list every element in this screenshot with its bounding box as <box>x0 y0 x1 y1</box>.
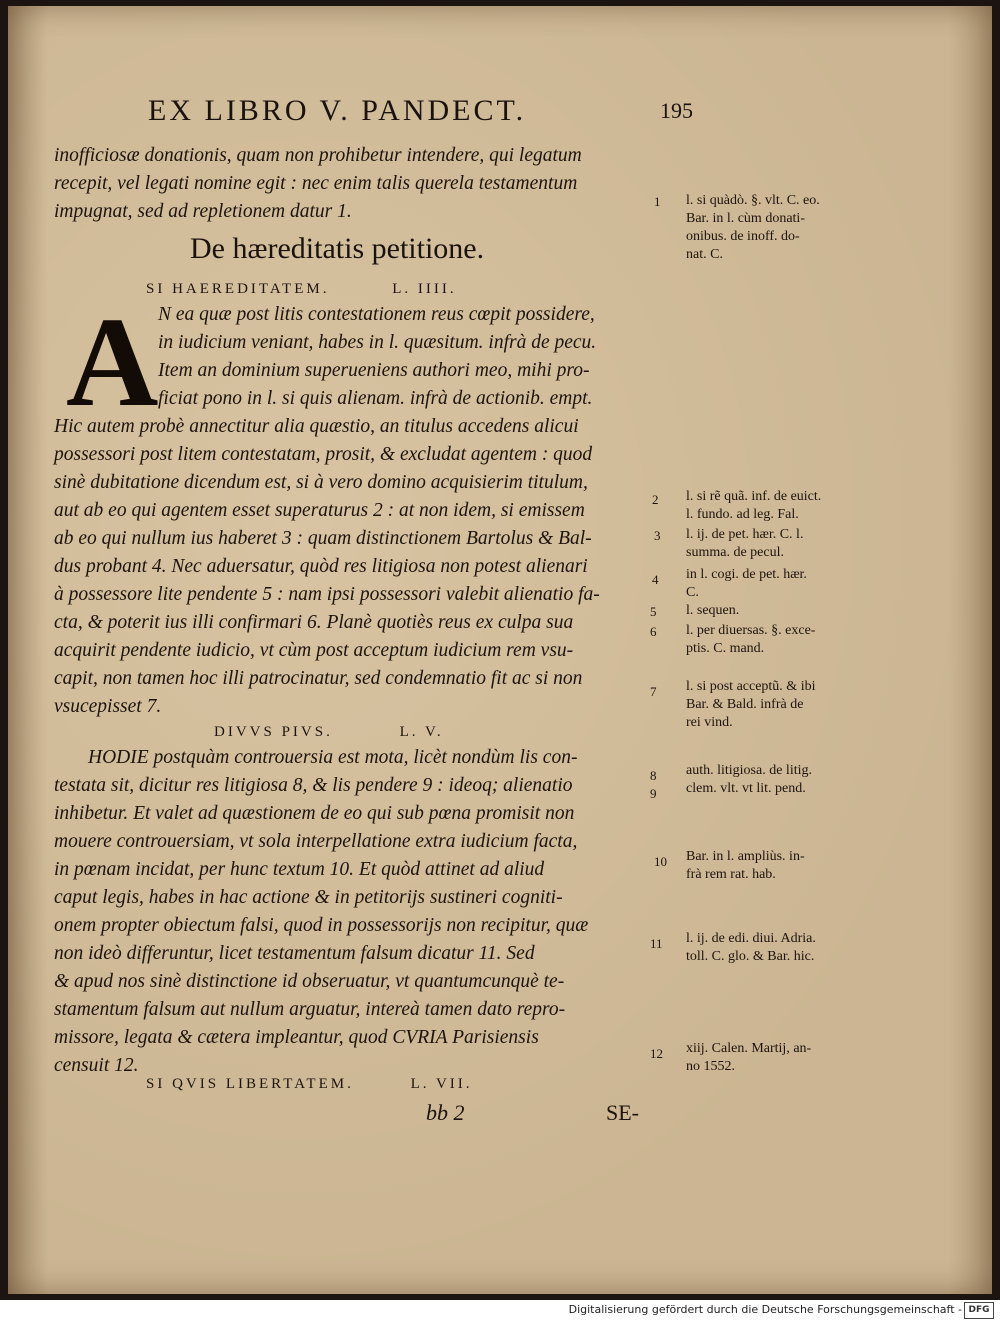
text-line: acquirit pendente iudicio, vt cùm post acceptum iudicium rem vsu- <box>54 640 574 661</box>
margin-note: Bar. in l. ampliùs. in- frà rem rat. hab. <box>686 849 805 882</box>
margin-number: 1 <box>654 194 661 209</box>
text-line: in pœnam incidat, per hunc textum 10. Et quòd attinet ad aliud <box>54 859 545 880</box>
text-line: Hic autem probè annectitur alia quæstio, an titulus accedens alicui <box>54 416 579 437</box>
catchword: SE- <box>606 1100 639 1125</box>
text-line: in iudicium veniant, habes in l. quæsitum. infrà de pecu. <box>158 332 597 353</box>
text-line: N ea quæ post litis contestationem reus cœpit possidere, <box>158 304 595 325</box>
margin-note: in l. cogi. de pet. hær. C. <box>686 567 807 600</box>
text-line: inhibetur. Et valet ad quæstionem de eo qui sub pœna promisit non <box>54 803 575 824</box>
margin-number: 6 <box>650 624 657 639</box>
margin-number: 7 <box>650 684 657 699</box>
lex-title: SI HAEREDITATEM. <box>146 281 330 297</box>
margin-number: 3 <box>654 528 661 543</box>
margin-number: 10 <box>654 854 667 869</box>
margin-number: 4 <box>652 572 659 587</box>
text-line: ficiat pono in l. si quis alienam. infrà de actionib. empt. <box>158 388 593 409</box>
margin-note: l. ij. de edi. diui. Adria. toll. C. glo. & Bar. hic. <box>686 931 816 964</box>
text-line: dus probant 4. Nec aduersatur, quòd res litigiosa non potest alienari <box>54 556 588 577</box>
margin-number: 2 <box>652 492 659 507</box>
text-line: recepit, vel legati nomine egit : nec enim talis querela testamentum <box>54 173 578 194</box>
text-line: ab eo qui nullum ius haberet 3 : quam distinctionem Bartolus & Bal- <box>54 528 592 549</box>
lex-heading <box>146 281 457 298</box>
lex-heading <box>146 1076 473 1093</box>
lex-title: DIVVS PIVS. <box>214 724 333 740</box>
margin-note: auth. litigiosa. de litig. clem. vlt. vt lit. pend. <box>686 763 812 796</box>
text-line: HODIE postquàm controuersia est mota, licèt nondùm lis con- <box>88 747 578 768</box>
footer-bar <box>0 1300 1000 1321</box>
margin-number: 5 <box>650 604 657 619</box>
lex-heading <box>214 724 444 741</box>
margin-number: 8 <box>650 768 657 783</box>
text-line: missore, legata & cætera impleantur, quod CVRIA Parisiensis <box>54 1027 539 1048</box>
text-line: & apud nos sinè distinctione id obseruatur, vt quantumcunquè te- <box>54 971 565 992</box>
drop-cap: A <box>66 291 159 433</box>
text-line: Item an dominium superueniens authori meo, mihi pro- <box>158 360 590 381</box>
lex-number: L. IIII. <box>392 281 457 297</box>
signature-mark: bb 2 <box>426 1100 465 1125</box>
text-line: testata sit, dicitur res litigiosa 8, & lis pendere 9 : ideoq; alienatio <box>54 775 573 796</box>
text-line: vsucepisset 7. <box>54 696 162 717</box>
margin-number: 11 <box>650 936 663 951</box>
running-head: EX LIBRO V. PANDECT. <box>148 94 527 127</box>
book-page <box>8 6 992 1294</box>
margin-note: l. sequen. <box>686 603 740 618</box>
text-line: mouere controuersiam, vt sola interpellatione extra iudicium facta, <box>54 831 578 852</box>
text-line: caput legis, habes in hac actione & in petitorijs sustineri cogniti- <box>54 887 563 908</box>
text-line: impugnat, sed ad repletionem datur 1. <box>54 201 352 222</box>
section-heading: De hæreditatis petitione. <box>190 232 485 265</box>
margin-note: l. per diuersas. §. exce- ptis. C. mand. <box>686 623 816 656</box>
margin-note: l. ij. de pet. hær. C. l. summa. de pecul. <box>686 527 804 560</box>
text-line: onem propter obiectum falsi, quod in possessorijs non recipitur, quæ <box>54 915 589 936</box>
text-line: capit, non tamen hoc illi patrocinatur, sed condemnatio fit ac si non <box>54 668 583 689</box>
text-line: cta, & poterit ius illi confirmari 6. Planè quotiès reus ex culpa sua <box>54 612 574 633</box>
margin-number: 12 <box>650 1046 663 1061</box>
lex-number: L. VII. <box>410 1076 473 1092</box>
text-line: non ideò differuntur, licet testamentum falsum dicatur 11. Sed <box>54 943 535 964</box>
margin-note: l. si quàdò. §. vlt. C. eo. Bar. in l. cùm donati- onibus. de inoff. do- nat. C. <box>686 193 820 262</box>
page-number: 195 <box>660 98 693 123</box>
text-line: inofficiosæ donationis, quam non prohibetur intendere, qui legatum <box>54 145 582 166</box>
margin-note: l. si post acceptũ. & ibi Bar. & Bald. infrà de rei vind. <box>686 679 816 730</box>
funding-credit: Digitalisierung gefördert durch die Deutsche Forschungsgemeinschaft - <box>568 1303 962 1316</box>
text-line: sinè dubitatione dicendum est, si à vero domino acquisierim titulum, <box>54 472 588 493</box>
text-line: possessori post litem contestatam, prosit, & excludat agentem : quod <box>54 444 593 465</box>
lex-number: L. V. <box>399 724 444 740</box>
lex-title: SI QVIS LIBERTATEM. <box>146 1076 354 1092</box>
dfg-logo: DFG <box>964 1302 994 1319</box>
margin-number: 9 <box>650 786 657 801</box>
text-line: censuit 12. <box>54 1055 139 1076</box>
text-line: stamentum falsum aut nullum arguatur, intereà tamen dato repro- <box>54 999 566 1020</box>
text-line: aut ab eo qui agentem esset superaturus 2 : at non idem, si emissem <box>54 500 585 521</box>
margin-note: l. si rẽ quã. inf. de euict. l. fundo. ad leg. Fal. <box>686 489 822 522</box>
margin-note: xiij. Calen. Martij, an- no 1552. <box>686 1041 812 1074</box>
text-line: à possessore lite pendente 5 : nam ipsi possessori valebit alienatio fa- <box>54 584 600 605</box>
